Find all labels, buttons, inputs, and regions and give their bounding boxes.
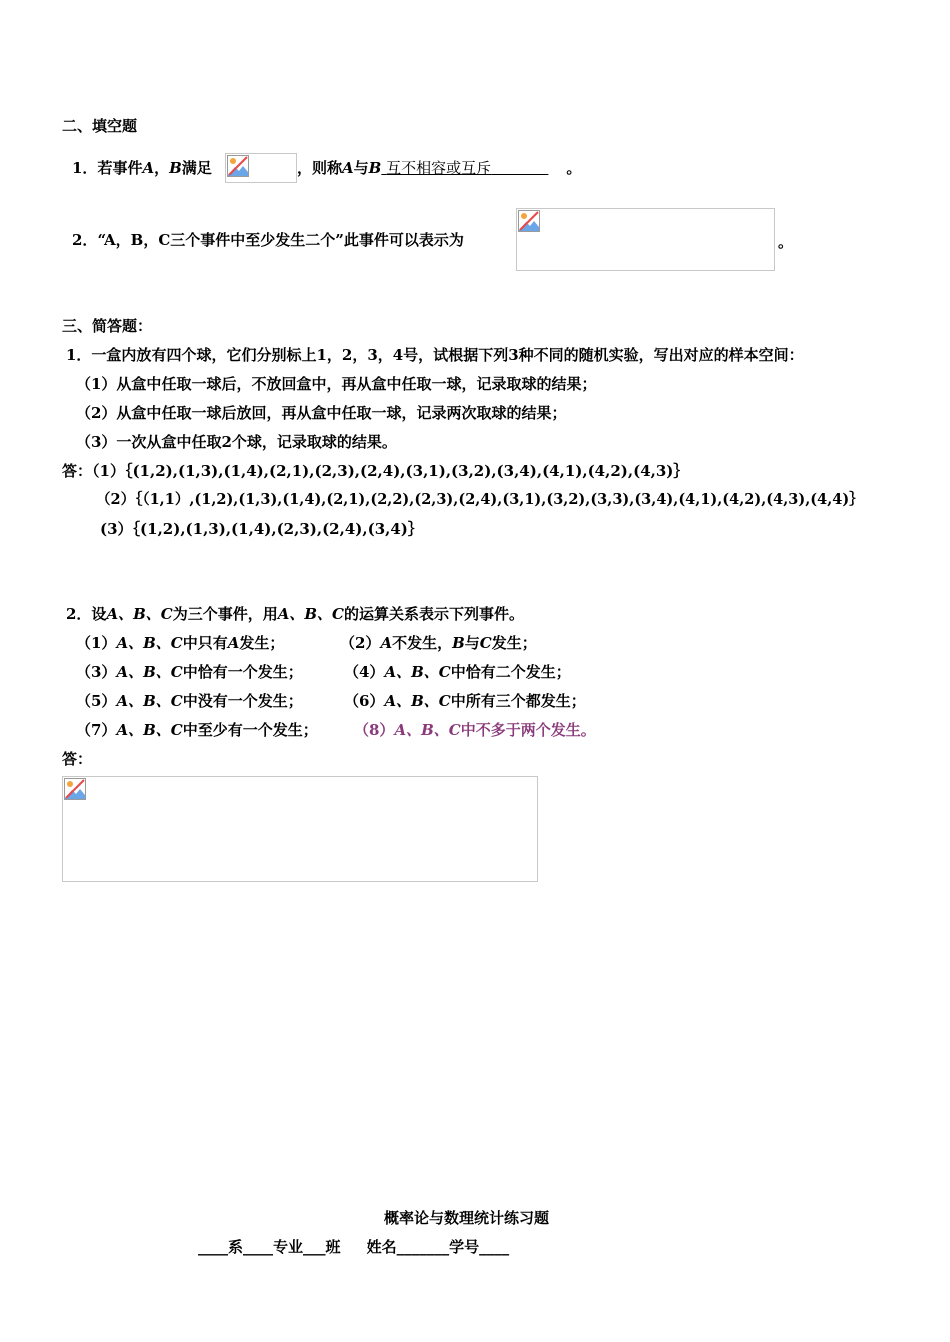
sa-q2-item-1 bbox=[76, 633, 284, 653]
sa-q2-item-3-vars: A、B、C bbox=[116, 663, 183, 681]
sa-q2-item-8 bbox=[354, 720, 596, 740]
sa-q2-item-3 bbox=[76, 662, 303, 682]
fill-q1-pre: 若事件 bbox=[97, 159, 143, 177]
sa-q2-item-2-num: （2） bbox=[340, 634, 381, 652]
sa-q1-answer-1: （1）｛(1,2),(1,3),(1,4),(2,1),(2,3),(2,4),(3,1),(3,2),(3,4),(4,1),(4,2),(4,3)｝ bbox=[92, 462, 689, 480]
fill-q1-after-image: ，则称 bbox=[297, 159, 343, 177]
answer-image-q2 bbox=[62, 776, 538, 882]
fill-q1-answer: 互不相容或互斥 bbox=[386, 159, 492, 177]
fill-q1-number: 1． bbox=[72, 159, 98, 177]
fill-q2-line bbox=[72, 230, 464, 250]
sa-q2-item-5-num: （5） bbox=[76, 692, 117, 710]
fill-q1-line-start bbox=[72, 158, 212, 178]
sa-q2-stem-mid: 为三个事件，用 bbox=[172, 605, 278, 623]
sa-q2-item-6-text: 中所有三个都发生； bbox=[450, 692, 586, 710]
sa-q2-item-1-end: 发生； bbox=[239, 634, 285, 652]
sa-q2-item-1-vars: A、B、C bbox=[116, 634, 183, 652]
section-title-short-answer: 三、简答题： bbox=[62, 317, 153, 335]
footer-student-info: ____系____专业___班 姓名_______学号____ bbox=[198, 1238, 510, 1256]
fill-q1-mid: 满足 bbox=[181, 159, 212, 177]
sa-q2-item-4 bbox=[344, 662, 571, 682]
sa-q2-item-4-text: 中恰有二个发生； bbox=[450, 663, 571, 681]
sa-q2-item-4-vars: A、B、C bbox=[384, 663, 451, 681]
sa-q2-item-7-vars: A、B、C bbox=[116, 721, 183, 739]
sa-q2-answer-label: 答： bbox=[62, 750, 93, 768]
broken-image-icon bbox=[227, 155, 249, 177]
fill-q1-comma: ， bbox=[154, 159, 170, 177]
sa-q1-item-2: （2）从盒中任取一球后放回，再从盒中任取一球，记录两次取球的结果； bbox=[76, 404, 567, 422]
sa-q2-item-2-var-a: A bbox=[380, 634, 393, 652]
sa-q2-item-2-text: 不发生， bbox=[392, 634, 453, 652]
sa-q2-stem-pre: 2．设 bbox=[66, 605, 107, 623]
sa-q2-item-1-text: 中只有 bbox=[182, 634, 228, 652]
sa-q2-item-7-num: （7） bbox=[76, 721, 117, 739]
fill-q1-var-a: A bbox=[142, 159, 155, 177]
sa-q1-answer-label: 答： bbox=[62, 462, 93, 480]
formula-image-q1 bbox=[225, 153, 297, 183]
sa-q2-item-7-text: 中至少有一个发生； bbox=[182, 721, 318, 739]
footer-title: 概率论与数理统计练习题 bbox=[384, 1209, 550, 1227]
sa-q2-item-5-text: 中没有一个发生； bbox=[182, 692, 303, 710]
sa-q2-stem-vars: A、B、C bbox=[106, 605, 173, 623]
fill-q2-end: 。 bbox=[778, 233, 794, 251]
sa-q2-item-8-vars: A、B、C bbox=[394, 721, 461, 739]
sa-q2-item-7 bbox=[76, 720, 318, 740]
sa-q2-item-5-vars: A、B、C bbox=[116, 692, 183, 710]
sa-q2-item-1-num: （1） bbox=[76, 634, 117, 652]
sa-q2-stem-vars2: A、B、C bbox=[277, 605, 344, 623]
sa-q2-item-2 bbox=[340, 633, 537, 653]
sa-q1-stem: 1．一盒内放有四个球，它们分别标上1，2，3，4号，试根据下列3种不同的随机实验，写出对应的样本空间： bbox=[66, 346, 804, 364]
sa-q2-item-3-num: （3） bbox=[76, 663, 117, 681]
sa-q1-item-1: （1）从盒中任取一球后，不放回盒中，再从盒中任取一球，记录取球的结果； bbox=[76, 375, 597, 393]
fill-q1-var-b: B bbox=[169, 159, 182, 177]
sa-q2-stem-end: 的运算关系表示下列事件。 bbox=[343, 605, 524, 623]
sa-q2-item-8-num: （8） bbox=[354, 721, 395, 739]
sa-q2-item-3-text: 中恰有一个发生； bbox=[182, 663, 303, 681]
sa-q2-item-2-yu: 与 bbox=[464, 634, 480, 652]
sa-q2-item-6-num: （6） bbox=[344, 692, 385, 710]
sa-q1-item-3: （3）一次从盒中任取2个球，记录取球的结果。 bbox=[76, 433, 397, 451]
sa-q1-answer-line-1 bbox=[62, 461, 688, 481]
sa-q1-answer-2: （2）｛（1,1）,(1,2),(1,3),(1,4),(2,1),(2,2),(2,3),(2,4),(3,1),(3,2),(3,3),(3,4),(4,1),(4,2),(4,3),(4,4)｝ bbox=[96, 491, 864, 508]
fill-q1-answer-blank bbox=[381, 159, 548, 177]
sa-q2-item-8-text: 中不多于两个发生。 bbox=[460, 721, 596, 739]
sa-q2-item-4-num: （4） bbox=[344, 663, 385, 681]
broken-image-icon bbox=[64, 778, 86, 800]
sa-q2-item-2-var-c: C bbox=[479, 634, 492, 652]
sa-q2-item-2-end: 发生； bbox=[491, 634, 537, 652]
sa-q2-item-1-var: A bbox=[227, 634, 240, 652]
section-title-fill-blank: 二、填空题 bbox=[62, 117, 138, 135]
fill-q1-end: 。 bbox=[566, 159, 582, 177]
fill-q1-yu: 与 bbox=[353, 159, 369, 177]
sa-q2-item-6-vars: A、B、C bbox=[384, 692, 451, 710]
formula-image-q2 bbox=[516, 208, 775, 271]
fill-q1-var-a2: A bbox=[342, 159, 354, 177]
sa-q2-item-6 bbox=[344, 691, 586, 711]
fill-q2-number: 2． bbox=[72, 231, 98, 249]
broken-image-icon bbox=[518, 210, 540, 232]
sa-q2-item-2-var-b: B bbox=[452, 634, 465, 652]
fill-q1-line-end bbox=[297, 158, 581, 178]
sa-q2-item-5 bbox=[76, 691, 303, 711]
fill-q1-var-b2: B bbox=[368, 159, 382, 177]
sa-q1-answer-3: (3）｛(1,2),(1,3),(1,4),(2,3),(2,4),(3,4)｝ bbox=[100, 520, 423, 538]
sa-q2-stem bbox=[66, 604, 524, 624]
fill-q2-text: “A，B，C三个事件中至少发生二个”此事件可以表示为 bbox=[97, 231, 464, 249]
